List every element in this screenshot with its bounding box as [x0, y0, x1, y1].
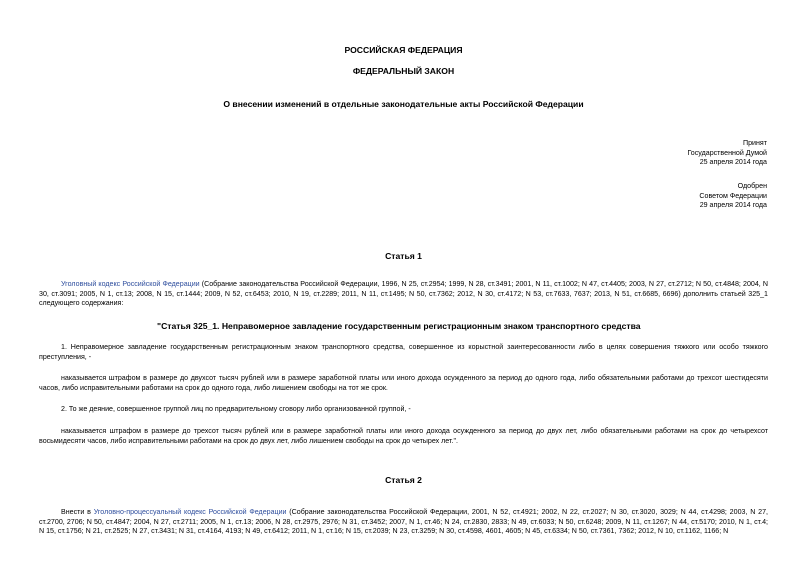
article-2-intro-text: (Собрание законодательства Российской Федерации, 2001, N 52, ст.4921; 2002, N 22, ст.2027; N 30, ст.3020, 3029; N 44, ст.4298; 2003, N 27, ст.2700, 2706; N 50, ст.4847; 2004, N 27, ст.2711; 2005, N 1, ст.13; 2006, N 28, ст.2975, 2976; N 31, ст.3452; 2007, N 1, ст.46; N 24, ст.2830, 2833; N 49, ст.6033; N 50, ст.6248; 2009, N 11, ст.1267; N 44, ст.5170; 2010, N 1, ст.4; N 15, ст.1756; N 21, ст.2525; N 27, ст.3431; N 31, ст.4164, 4193; N 49, ст.6412; 2011, N 1, ст.16; N 15, ст.2039; N 23, ст.3259; N 30, ст.4598, 4601, 4605; N 45, ст.6334; N 50, ст.7361, 7362; 2012, N 10, ст.1162, 1166; N: [39, 508, 768, 535]
new-article-title: "Статья 325_1. Неправомерное завладение государственным регистрационным знаком транспортного средства: [157, 321, 641, 331]
approval-line: 29 апреля 2014 года: [699, 201, 767, 209]
adoption-block: [567, 139, 767, 168]
article-1-penalty-2: наказывается штрафом в размере до трехсот тысяч рублей или в размере заработной платы или иного дохода осужденного за период до двух лет, либо обязательными работами на срок до четырехсот восьмидесяти часов, либо исправительными работами на срок до двух лет, либо лишением свободы на срок до четырех лет.".: [39, 427, 768, 445]
country-heading: РОССИЙСКАЯ ФЕДЕРАЦИЯ: [344, 45, 463, 55]
article-1-heading: Статья 1: [385, 251, 422, 261]
criminal-code-link[interactable]: Уголовный кодекс Российской Федерации: [61, 280, 200, 288]
article-2-intro-prefix: Внести в: [61, 508, 94, 516]
article-1-part-1: 1. Неправомерное завладение государственным регистрационным знаком транспортного средства, совершенное из корыстной заинтересованности либо в целях совершения тяжкого или особо тяжкого преступления, -: [39, 343, 768, 361]
law-type-heading: ФЕДЕРАЛЬНЫЙ ЗАКОН: [352, 66, 455, 76]
criminal-procedure-code-link[interactable]: Уголовно-процессуальный кодекс Российской Федерации: [93, 508, 287, 516]
adoption-line: Принят: [742, 139, 767, 147]
article-2-heading: Статья 2: [385, 475, 422, 485]
article-2-intro: [39, 508, 768, 537]
article-1-intro: [39, 280, 768, 309]
approval-line: Советом Федерации: [699, 191, 767, 200]
approval-line: Одобрен: [737, 182, 767, 190]
article-1-part-2: 2. То же деяние, совершенное группой лиц по предварительному сговору либо организованной группой, -: [61, 405, 411, 413]
adoption-line: 25 апреля 2014 года: [699, 158, 767, 166]
adoption-line: Государственной Думой: [687, 148, 767, 157]
law-title: О внесении изменений в отдельные законодательные акты Российской Федерации: [223, 99, 584, 109]
article-1-penalty-1: наказывается штрафом в размере до двухсот тысяч рублей или в размере заработной платы или иного дохода осужденного за период до одного года, либо обязательными работами до трехсот шестидесяти часов, либо исправительными работами на срок до одного года, либо лишением свободы на тот же срок.: [39, 374, 768, 392]
article-1-intro-text: (Собрание законодательства Российской Федерации, 1996, N 25, ст.2954; 1999, N 28, ст.3491; 2001, N 11, ст.1002; N 47, ст.4405; 2003, N 27, ст.2712; N 50, ст.4848; 2004, N 30, ст.3091; 2005, N 1, ст.13; 2008, N 15, ст.1444; 2009, N 52, ст.6453; 2010, N 19, ст.2289; 2011, N 11, ст.1495; N 50, ст.7362; 2012, N 30, ст.4172; N 53, ст.7633, 7637; 2013, N 51, ст.6685, 6696) дополнить статьей 325_1 следующего содержания:: [39, 280, 768, 307]
approval-block: [567, 182, 767, 211]
